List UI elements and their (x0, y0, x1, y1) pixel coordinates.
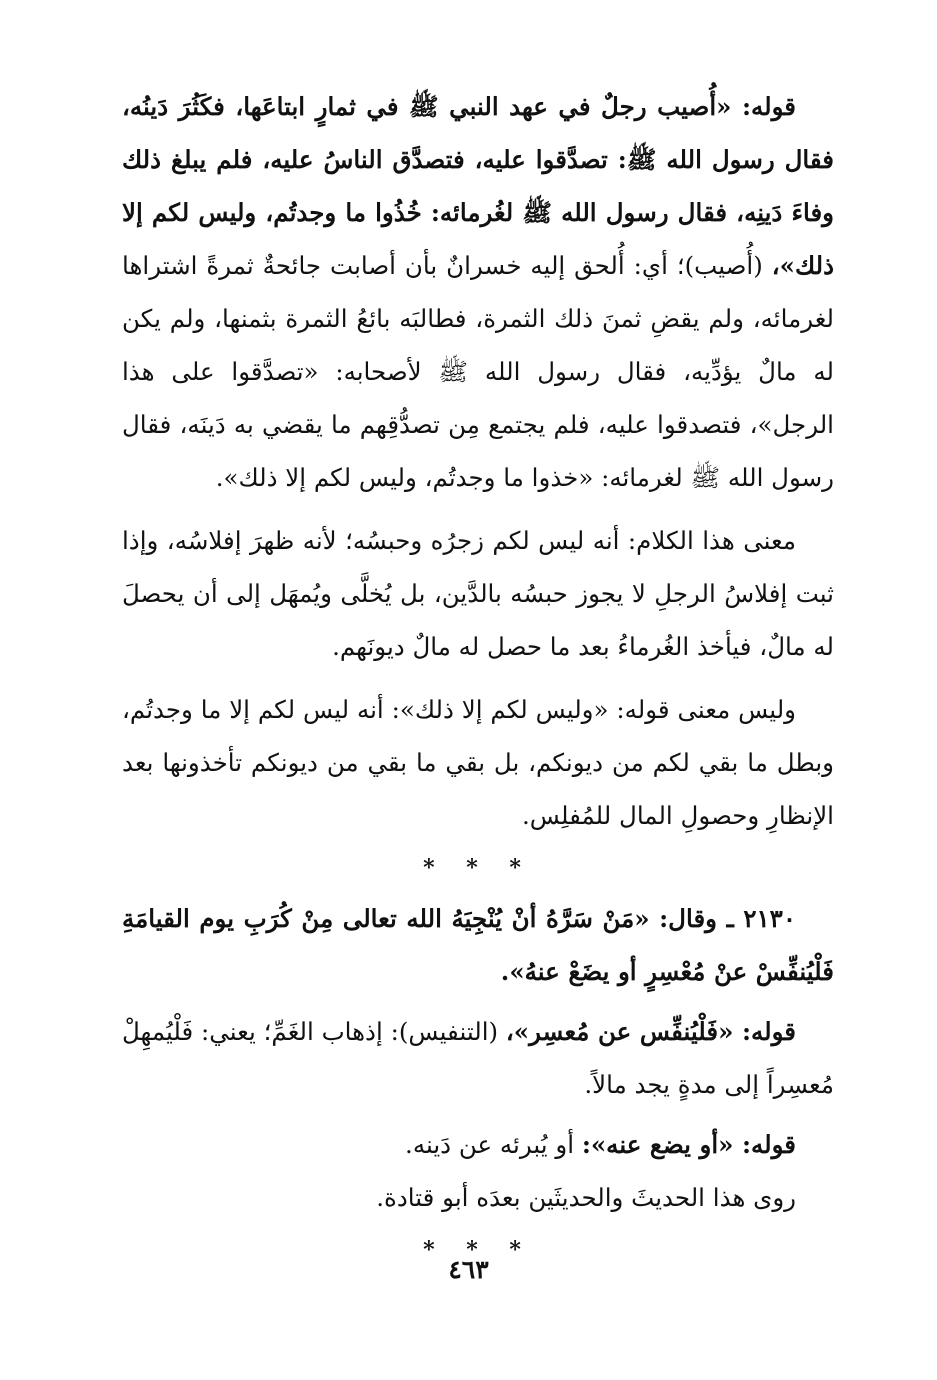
quoted-phrase: قوله: «أو يضع عنه»: (581, 1130, 796, 1159)
commentary-paragraph-1 (122, 80, 834, 504)
commentary-text: أو يُبرئه عن دَينه. (405, 1130, 582, 1159)
commentary-paragraph-2: معنى هذا الكلام: أنه ليس لكم زجرُه وحبسُه؛ لأنه ظهرَ إفلاسُه، وإذا ثبت إفلاسُ الرجلِ لا يجوز حبسُه بالدَّين، بل يُخلَّى ويُمهَل إلى أن يحصلَ له مالٌ، فيأخذ الغُرماءُ بعد ما حصل له مالٌ ديونَهم. (122, 526, 834, 661)
section-separator-end: * * * (423, 1237, 533, 1263)
page-number: ٤٦٣ (448, 1255, 489, 1284)
commentary-text: (التنفيس): إذهاب الغَمِّ؛ يعني: فَلْيُمهِلْ مُعسِراً إلى مدةٍ يجد مالاً. (122, 1017, 834, 1099)
hadith-2130: ٢١٣٠ ـ وقال: «مَنْ سَرَّهُ أنْ يُنْجِيَهُ الله تعالى مِنْ كُرَبِ يوم القيامَةِ فَلْيُنفِّسْ عنْ مُعْسِرٍ أو يضَعْ عنهُ». (122, 904, 834, 986)
narrator-note: روى هذا الحديثَ والحديثَين بعدَه أبو قتادة. (376, 1183, 796, 1212)
quoted-phrase: قوله: «فَلْيُنفِّس عن مُعسِر»، (505, 1017, 796, 1046)
page-body (122, 80, 834, 1300)
commentary-paragraph-4 (122, 1005, 834, 1111)
commentary-paragraph-5 (122, 1118, 834, 1171)
quoted-hadith-text: قوله: «أُصيب رجلٌ في عهد النبي ﷺ في ثمارٍ ابتاعَها، فكَثُرَ دَينُه، فقال رسول الله ﷺ: تصدَّقوا عليه، فتصدَّق الناسُ عليه، فلم يبلغ ذلك وفاءَ دَينِه، فقال رسول الله ﷺ لغُرمائه: خُذُوا ما وجدتُم، وليس لكم إلا ذلك»، (122, 92, 834, 280)
commentary-paragraph-3: وليس معنى قوله: «وليس لكم إلا ذلك»: أنه ليس لكم إلا ما وجدتُم، وبطل ما بقي لكم من ديونكم، بل بقي ما بقي من ديونكم تأخذونها بعد الإنظارِ وحصولِ المال للمُفلِس. (122, 695, 834, 830)
section-separator: * * * (423, 855, 533, 881)
commentary-text: (أُصيب)؛ أي: أُلحق إليه خسرانٌ بأن أصابت جائحةٌ ثمرةً اشتراها لغرمائه، ولم يقضِ ثمنَ ذلك الثمرة، فطالبَه بائعُ الثمرة بثمنها، ولم يكن له مالٌ يؤدِّيه، فقال رسول الله ﷺ لأصحابه: «تصدَّقوا على هذا الرجل»، فتصدقوا عليه، فلم يجتمع مِن تصدُّقِهم ما يقضي به دَينَه، فقال رسول الله ﷺ لغرمائه: «خذوا ما وجدتُم، وليس لكم إلا ذلك». (122, 251, 834, 492)
